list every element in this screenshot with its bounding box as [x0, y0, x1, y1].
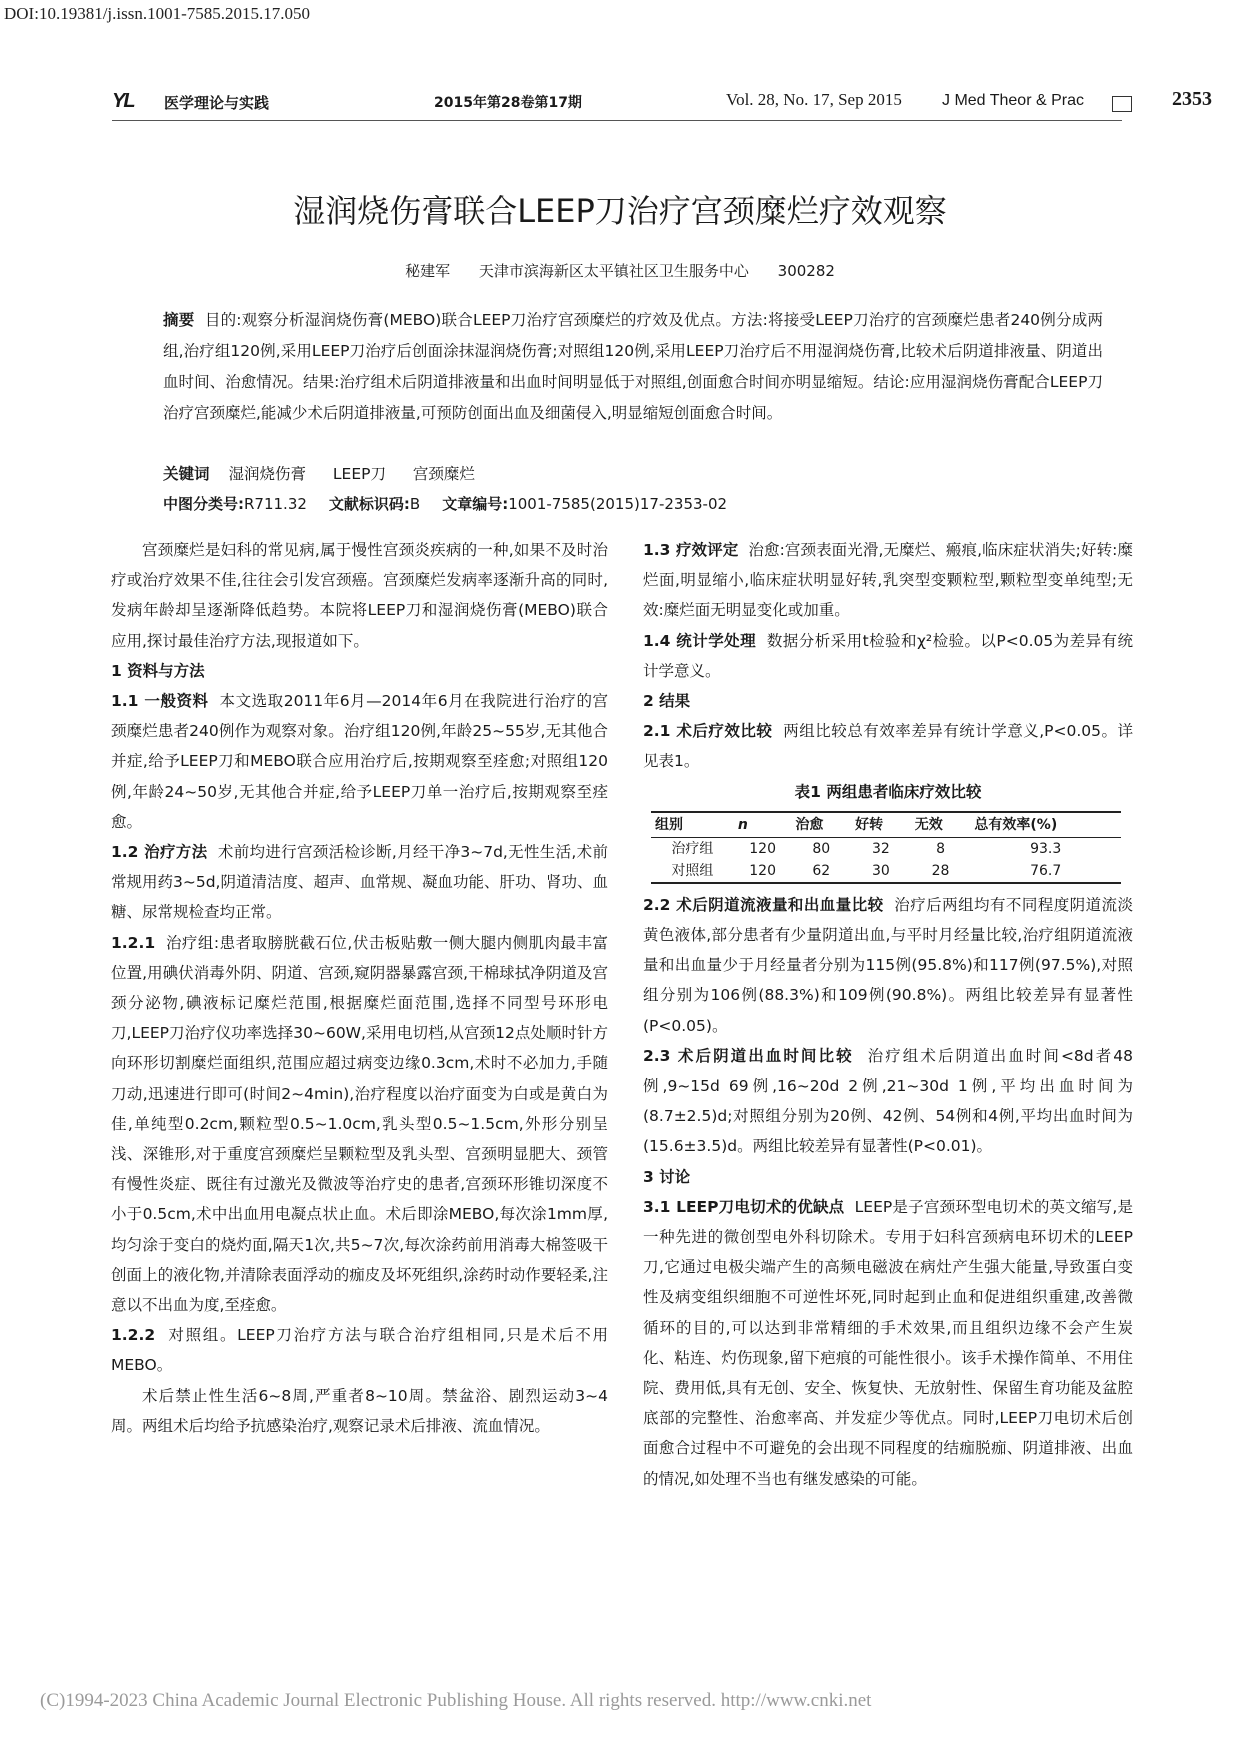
paragraph-1-4 — [643, 626, 1133, 686]
table-cell: 28 — [911, 860, 971, 883]
doc-code-value: B — [409, 495, 421, 513]
left-column — [111, 535, 608, 1441]
doc-code-label: 文献标识码: — [328, 495, 410, 513]
table-cell: 93.3 — [1030, 840, 1062, 857]
paragraph-text: 数据分析采用t检验和χ²检验。以P<0.05为差异有统计学意义。 — [643, 631, 1133, 680]
section-heading: 1 资料与方法 — [111, 661, 205, 680]
table-cell: 76.7 — [970, 860, 1121, 883]
results-table — [651, 811, 1121, 884]
subsection-heading: 1.2.1 — [111, 933, 156, 952]
table-cell: 120 — [734, 860, 792, 883]
running-header — [112, 88, 1212, 118]
paragraph-text: 对照组。LEEP刀治疗方法与联合治疗组相同,只是术后不用MEBO。 — [111, 1326, 609, 1375]
paragraph-1-2-2 — [111, 1320, 608, 1380]
paragraph-1-2 — [111, 837, 608, 928]
clc-label: 中图分类号: — [163, 495, 244, 513]
paragraph-1-2-1 — [111, 928, 608, 1321]
paragraph-text: 治疗后两组均有不同程度阴道流淡黄色液体,部分患者有少量阴道出血,与平时月经量比较,治疗组阴道流液量和出血量少于月经量者分别为115例(95.8%)和117例(97.5%),对照组分别为106例(88.3%)和109例(90.8%)。两组比较差异有显著性(P<0.05)。 — [643, 895, 1133, 1035]
paragraph-3-1 — [643, 1192, 1133, 1494]
intro-paragraph: 宫颈糜烂是妇科的常见病,属于慢性宫颈炎疾病的一种,如果不及时治疗或治疗效果不佳,往往会引发宫颈癌。宫颈糜烂发病率逐渐升高的同时,发病年龄却呈逐渐降低趋势。本院将LEEP刀和湿润烧伤膏(MEBO)联合应用,探讨最佳治疗方法,现报道如下。 — [111, 541, 608, 650]
table-cell: 8 — [936, 840, 946, 857]
table-header-cell: 治愈 — [791, 812, 851, 838]
keywords-label: 关键词 — [163, 465, 210, 483]
table-cell: 治疗组 — [671, 840, 714, 857]
subsection-heading: 2.2 术后阴道流液量和出血量比较 — [643, 895, 884, 914]
clc-value: R711.32 — [244, 495, 307, 513]
table-header-cell: n — [734, 812, 792, 838]
article-number-label: 文章编号: — [442, 495, 509, 513]
table-header-cell: 无效 — [911, 812, 971, 838]
paragraph-text: 术前均进行宫颈活检诊断,月经干净3~7d,无性生活,术前常规用药3~5d,阴道清洁度、超声、血常规、凝血功能、肝功、肾功、血糖、尿常规检查均正常。 — [111, 843, 608, 922]
table-header-cell: 组别 — [651, 812, 734, 838]
paragraph-text: 治疗组术后阴道出血时间<8d者48例,9~15d 69例,16~20d 2例,21~30d 1例,平均出血时间为(8.7±2.5)d;对照组分别为20例、42例、54例和4例,平均出血时间为(15.6±3.5)d。两组比较差异有显著性(P<0.01)。 — [643, 1046, 1133, 1156]
table-cell: 30 — [851, 860, 911, 883]
copyright-footer: (C)1994-2023 China Academic Journal Electronic Publishing House. All rights reserved. http://www.cnki.net — [40, 1690, 872, 1711]
table-row — [651, 837, 1121, 860]
right-column — [643, 535, 1133, 1494]
paragraph-text: 治疗组:患者取膀胱截石位,伏击板贴敷一侧大腿内侧肌肉最丰富位置,用碘伏消毒外阴、阴道、宫颈,窥阴器暴露宫颈,干棉球拭净阴道及宫颈分泌物,碘液标记糜烂范围,根据糜烂面范围,选择不同型号环形电刀,LEEP刀治疗仪功率选择30~60W,采用电切档,从宫颈12点处顺时针方向环形切割糜烂面组织,范围应超过病变边缘0.3cm,术时不必加力,手随刀动,迅速进行即可(时间2~4min),治疗程度以治疗面变为白或是黄白为佳,单纯型0.2cm,颗粒型0.5~1.0cm,乳头型0.5~1.5cm,外形分别呈浅、深锥形,对于重度宫颈糜烂呈颗粒型及乳头型、宫颈明显肥大、颈管有慢性炎症、既往有过激光及微波等治疗史的患者,宫颈环形锥切深度不小于0.5cm,术中出血用电凝点状止血。术后即涂MEBO,每次涂1mm厚,均匀涂于变白的烧灼面,隔天1次,共5~7次,每次涂药前用消毒大棉签吸干创面上的液化物,并清除表面浮动的痂皮及坏死组织,涂药时动作要轻柔,注意以不出血为度,至痊愈。 — [111, 933, 608, 1315]
paragraph-text: 两组比较总有效率差异有统计学意义,P<0.05。详见表1。 — [643, 722, 1133, 771]
abstract — [163, 305, 1103, 429]
section-heading: 2 结果 — [643, 692, 691, 711]
table-header-row — [651, 812, 1121, 838]
table-cell: 120 — [749, 840, 776, 857]
article-title: 湿润烧伤膏联合LEEP刀治疗宫颈糜烂疗效观察 — [293, 192, 947, 230]
author-postcode: 300282 — [777, 262, 835, 280]
table-cell: 对照组 — [651, 860, 734, 883]
paragraph-text: 本文选取2011年6月—2014年6月在我院进行治疗的宫颈糜烂患者240例作为观察对象。治疗组120例,年龄25~55岁,无其他合并症,给予LEEP刀和MEBO联合应用治疗后,按期观察至痊愈;对照组120例,年龄24~50岁,无其他合并症,给予LEEP刀单一治疗后,按期观察至痊愈。 — [111, 692, 609, 831]
table-row — [651, 860, 1121, 883]
subsection-heading: 1.2 治疗方法 — [111, 843, 208, 862]
page-number: 2353 — [1172, 88, 1212, 110]
keyword: LEEP刀 — [332, 465, 386, 483]
journal-logo: YL — [112, 90, 134, 112]
post-op-paragraph: 术后禁止性生活6~8周,严重者8~10周。禁盆浴、剧烈运动3~4周。两组术后均给予抗感染治疗,观察记录术后排液、流血情况。 — [111, 1386, 608, 1435]
classification-line — [163, 490, 1103, 518]
paragraph-text: LEEP是子宫颈环型电切术的英文缩写,是一种先进的微创型电外科切除术。专用于妇科宫颈病电环切术的LEEP刀,它通过电极尖端产生的高频电磁波在病灶产生强大能量,导致蛋白变性及病变组织细胞不可逆性坏死,同时起到止血和促进组织重建,改善微循环的目的,可以达到非常精细的手术效果,而且组织边缘不会产生炭化、粘连、灼伤现象,留下疤痕的可能性很小。该手术操作简单、不用住院、费用低,具有无创、安全、恢复快、无放射性、保留生育功能及盆腔底部的完整性、治愈率高、并发症少等优点。同时,LEEP刀电切术后创面愈合过程中不可避免的会出现不同程度的结痂脱痂、阴道排液、出血的情况,如处理不当也有继发感染的可能。 — [643, 1197, 1134, 1488]
doi: DOI:10.19381/j.issn.1001-7585.2015.17.050 — [4, 4, 310, 23]
table-header-cell: 好转 — [851, 812, 911, 838]
paragraph-1-1 — [111, 686, 608, 837]
journal-name: 医学理论与实践 — [164, 94, 270, 112]
table-cell: 80 — [812, 840, 831, 857]
header-box-mark — [1112, 96, 1132, 112]
volume-info: Vol. 28, No. 17, Sep 2015 — [726, 90, 902, 109]
table-title: 表1 两组患者临床疗效比较 — [794, 782, 982, 801]
article-number-value: 1001-7585(2015)17-2353-02 — [508, 495, 728, 513]
journal-abbreviation: J Med Theor & Prac — [942, 92, 1084, 109]
subsection-heading: 2.1 术后疗效比较 — [643, 722, 773, 741]
author-affiliation: 天津市滨海新区太平镇社区卫生服务中心 — [478, 262, 749, 280]
abstract-label: 摘要 — [163, 311, 195, 329]
section-heading: 3 讨论 — [643, 1167, 691, 1186]
subsection-heading: 1.2.2 — [111, 1326, 156, 1345]
subsection-heading: 2.3 术后阴道出血时间比较 — [643, 1046, 854, 1065]
paragraph-2-2 — [643, 890, 1133, 1041]
table-cell: 62 — [791, 860, 851, 883]
subsection-heading: 3.1 LEEP刀电切术的优缺点 — [643, 1197, 845, 1216]
keyword: 湿润烧伤膏 — [228, 465, 306, 483]
paragraph-2-3 — [643, 1041, 1133, 1162]
paragraph-text: 治愈:宫颈表面光滑,无糜烂、瘢痕,临床症状消失;好转:糜烂面,明显缩小,临床症状明显好转,乳突型变颗粒型,颗粒型变单纯型;无效:糜烂面无明显变化或加重。 — [643, 541, 1133, 620]
header-rule — [112, 120, 1122, 121]
author-name: 秘建军 — [405, 262, 451, 280]
subsection-heading: 1.4 统计学处理 — [643, 631, 757, 650]
subsection-heading: 1.3 疗效评定 — [643, 541, 739, 559]
keyword: 宫颈糜烂 — [412, 465, 475, 483]
author-line — [0, 260, 1240, 281]
table-header-cell: 总有效率(%) — [970, 812, 1121, 838]
table-cell: 32 — [871, 840, 890, 857]
abstract-text: 目的:观察分析湿润烧伤膏(MEBO)联合LEEP刀治疗宫颈糜烂的疗效及优点。方法:将接受LEEP刀治疗的宫颈糜烂患者240例分成两组,治疗组120例,采用LEEP刀治疗后创面涂抹湿润烧伤膏;对照组120例,采用LEEP刀治疗后不用湿润烧伤膏,比较术后阴道排液量、阴道出血时间、治愈情况。结果:治疗组术后阴道排液量和出血时间明显低于对照组,创面愈合时间亦明显缩短。结论:应用湿润烧伤膏配合LEEP刀治疗宫颈糜烂,能减少术后阴道排液量,可预防创面出血及细菌侵入,明显缩短创面愈合时间。 — [163, 311, 1103, 422]
paragraph-1-3 — [643, 535, 1133, 626]
issue-cn: 2015年第28卷第17期 — [434, 95, 582, 111]
keywords — [163, 460, 1103, 488]
subsection-heading: 1.1 一般资料 — [111, 692, 209, 711]
paragraph-2-1 — [643, 716, 1133, 776]
